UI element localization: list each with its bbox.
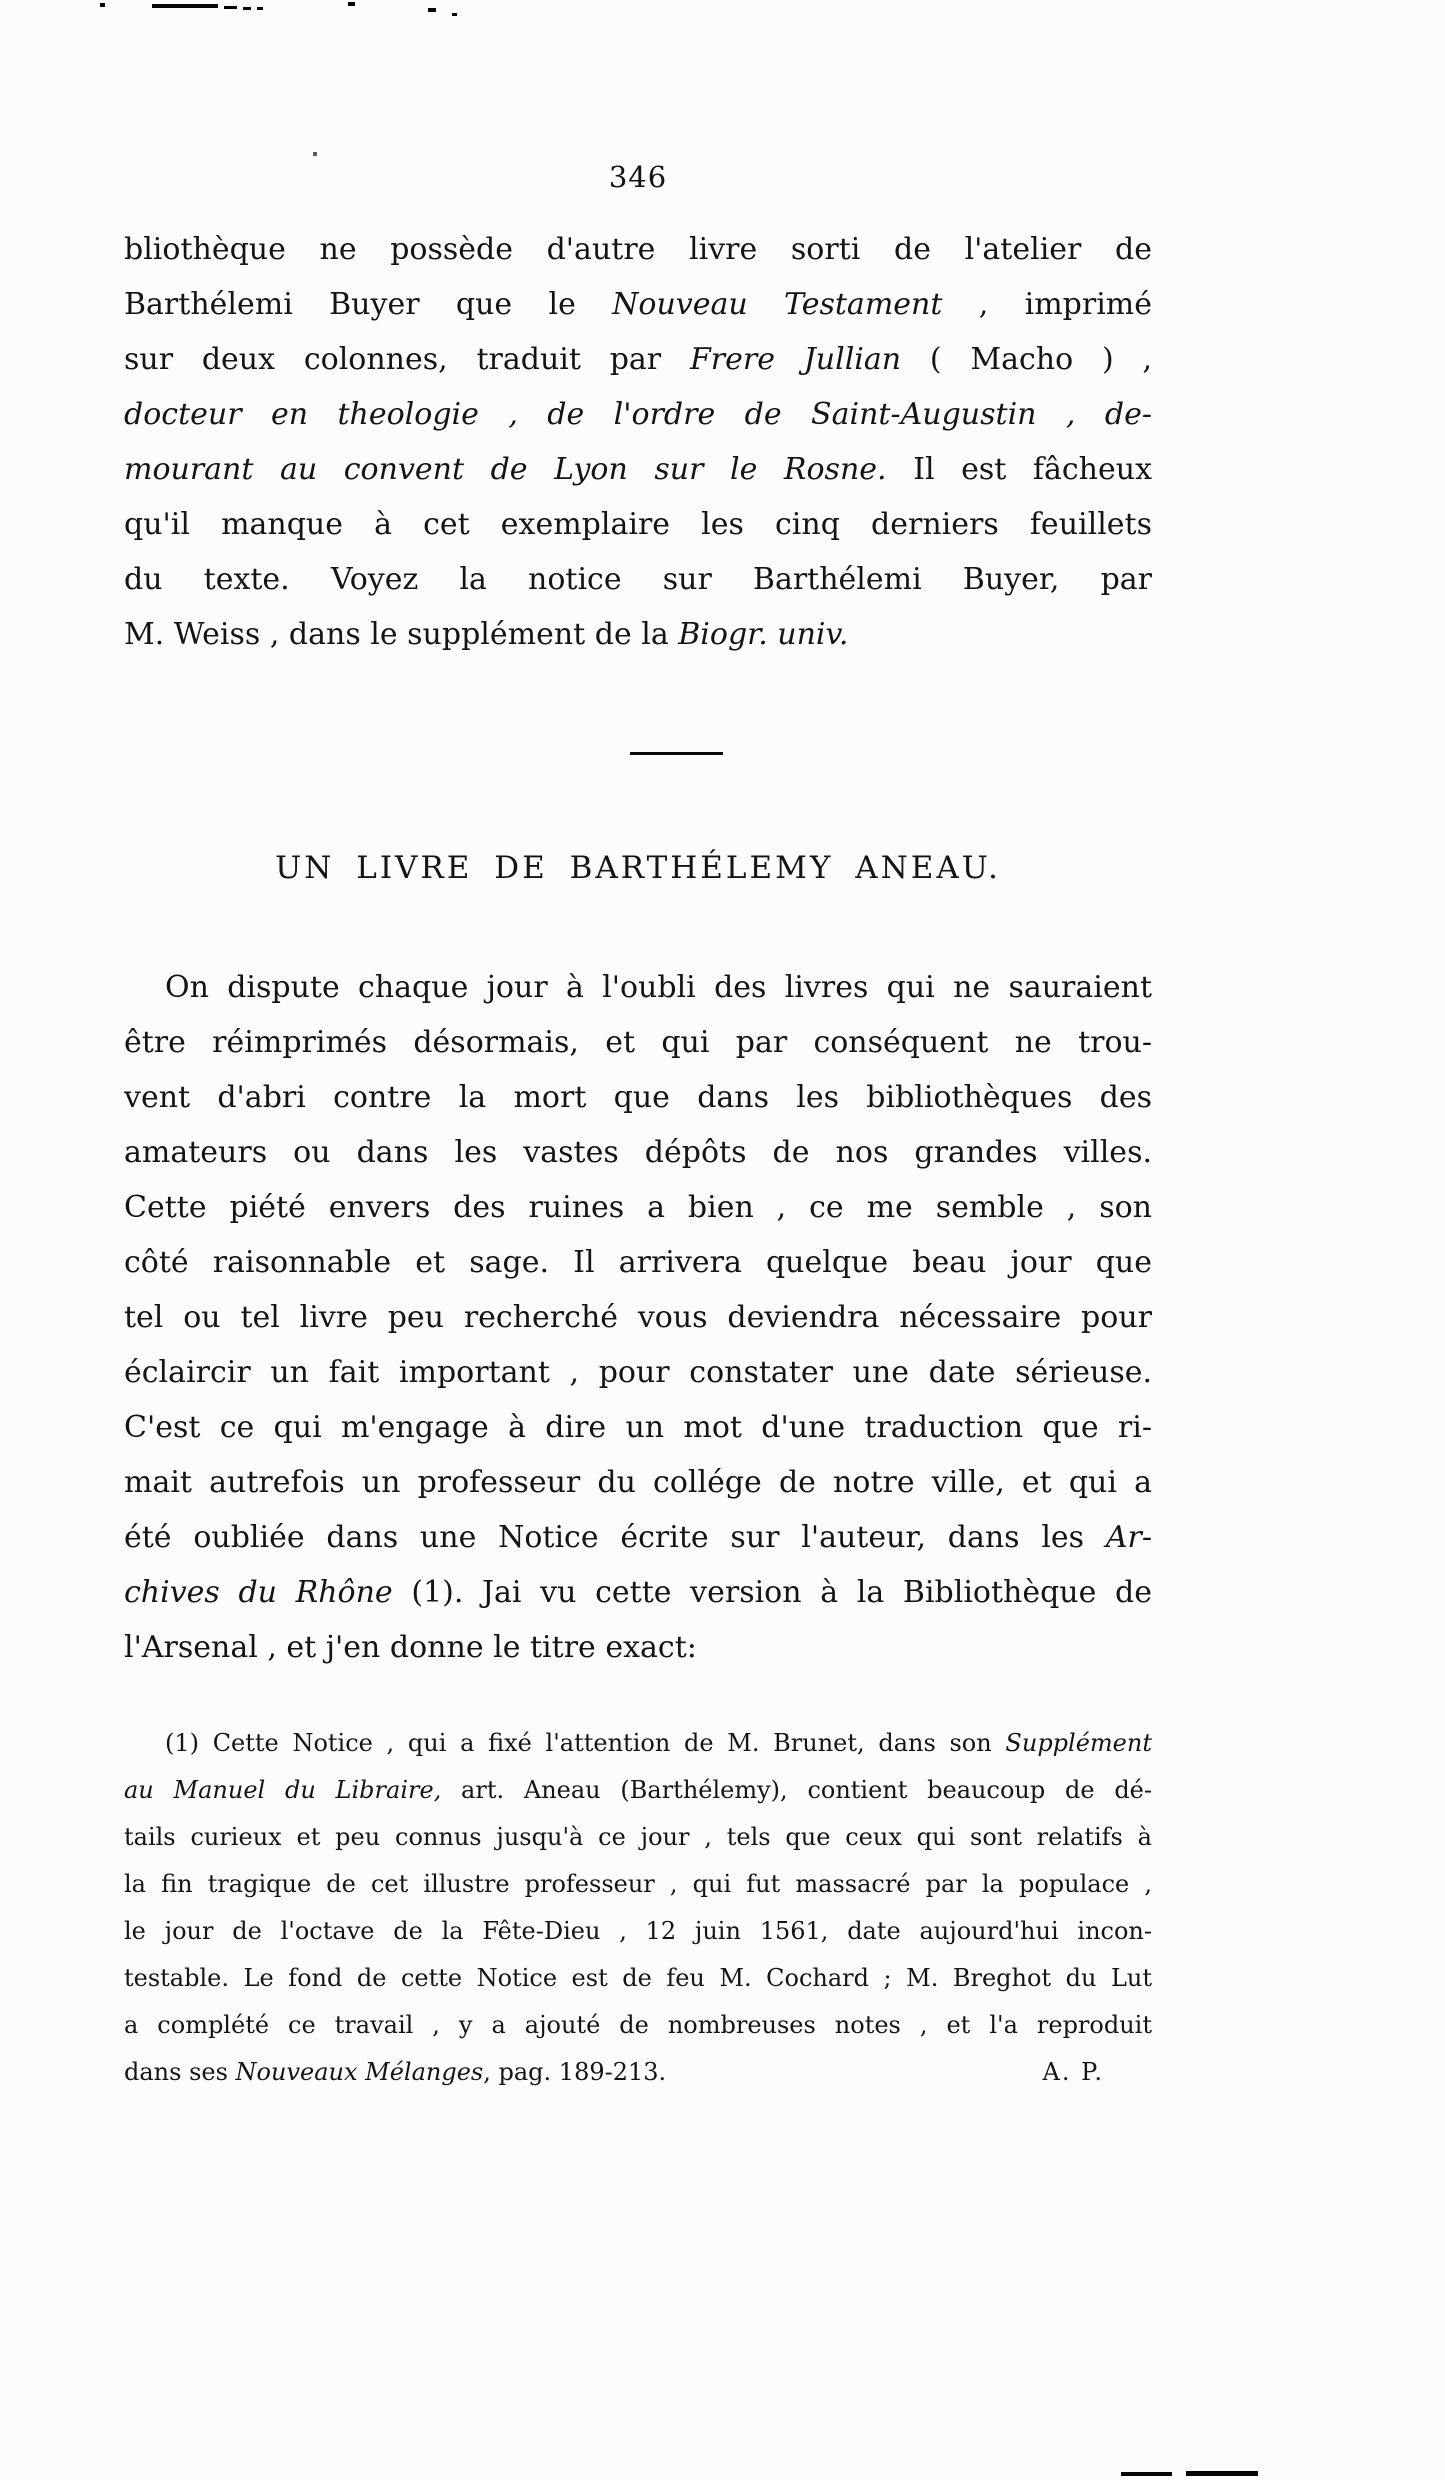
text-segment: tel ou tel livre peu recherché vous deviendra nécessaire pour [124,1300,1152,1335]
text-segment: bliothèque ne possède d'autre livre sorti de l'atelier de [124,232,1152,267]
scan-artifact-dot [348,2,355,6]
text-segment: éclaircir un fait important , pour constater une date sérieuse. [124,1355,1152,1390]
text-segment: la fin tragique de cet illustre professeur , qui fut massacré par la populace , [124,1870,1152,1898]
italic-text-segment: Nouveaux Mélanges [235,2058,484,2086]
text-line [124,1180,1152,1235]
text-line [124,1015,1152,1070]
scan-artifact-line [1186,2471,1258,2476]
text-segment: M. Weiss , dans le supplément de la [124,617,679,652]
text-line [124,497,1152,552]
scan-artifact-dot [428,8,436,12]
text-line [124,1290,1152,1345]
footnote-signature: A. P. [1042,2058,1104,2086]
text-segment: a complété ce travail , y a ajouté de nombreuses notes , et l'a reproduit [124,2011,1152,2039]
text-line [124,1125,1152,1180]
text-line [124,2049,1152,2096]
text-segment: être réimprimés désormais, et qui par conséquent ne trou- [124,1025,1152,1060]
text-segment: été oubliée dans une Notice écrite sur l'auteur, dans les [124,1520,1106,1555]
text-line [124,1620,1152,1675]
text-segment: vent d'abri contre la mort que dans les bibliothèques des [124,1080,1152,1115]
text-segment: (1) Cette Notice , qui a fixé l'attention de M. Brunet, dans son [165,1729,1006,1757]
scan-artifact-speck [313,152,317,156]
text-segment: l'Arsenal , et j'en donne le titre exact: [124,1630,697,1665]
section-divider-rule [630,752,723,755]
text-segment: , pag. 189-213. [483,2058,667,2086]
text-segment: sur deux colonnes, traduit par [124,342,690,377]
text-segment: , imprimé [942,287,1152,322]
text-segment: le jour de l'octave de la Fête-Dieu , 12 juin 1561, date aujourd'hui incon- [124,1917,1152,1945]
text-segment: Il est fâcheux [886,452,1152,487]
text-line [124,1455,1152,1510]
text-line [124,332,1152,387]
text-line [124,387,1152,442]
scan-artifact-dot [452,13,457,16]
italic-text-segment: Nouveau Testament [612,287,943,322]
italic-text-segment: chives du Rhône [124,1575,393,1610]
text-line [124,1908,1152,1955]
scan-artifact-dash [243,7,251,10]
text-segment: amateurs ou dans les vastes dépôts de nos grandes villes. [124,1135,1152,1170]
text-line [124,1814,1152,1861]
text-line [124,1070,1152,1125]
text-segment: tails curieux et peu connus jusqu'à ce jour , tels que ceux qui sont relatifs à [124,1823,1152,1851]
text-segment: côté raisonnable et sage. Il arrivera quelque beau jour que [124,1245,1152,1280]
text-segment: Cette piété envers des ruines a bien , ce me semble , son [124,1190,1152,1225]
text-segment: qu'il manque à cet exemplaire les cinq derniers feuillets [124,507,1152,542]
text-segment: On dispute chaque jour à l'oubli des livres qui ne sauraient [165,970,1152,1005]
italic-text-segment: au Manuel du Libraire, [124,1776,442,1804]
text-segment: (1). Jai vu cette version à la Bibliothèque de [392,1575,1152,1610]
text-line [124,1235,1152,1290]
text-line [124,1565,1152,1620]
text-line [124,1345,1152,1400]
scan-artifact-dot [100,3,105,7]
text-segment: testable. Le fond de cette Notice est de feu M. Cochard ; M. Breghot du Lut [124,1964,1152,1992]
text-line [124,1720,1152,1767]
italic-text-segment: Ar- [1105,1520,1152,1555]
text-line [124,277,1152,332]
text-segment: mait autrefois un professeur du collége de notre ville, et qui a [124,1465,1152,1500]
text-line [124,552,1152,607]
text-segment: du texte. Voyez la notice sur Barthélemi Buyer, par [124,562,1152,597]
main-paragraph [124,960,1152,1675]
italic-text-segment: Frere Jullian [689,342,902,377]
italic-text-segment: Supplément [1005,1729,1152,1757]
scan-artifact-dash [224,6,237,9]
text-line [124,607,1152,662]
footnote [124,1720,1152,2096]
page-number: 346 [608,160,668,194]
text-segment: art. Aneau (Barthélemy), contient beaucoup de dé- [441,1776,1152,1804]
scan-artifact-line [1121,2472,1172,2476]
italic-text-segment: docteur en theologie , de l'ordre de Saint-Augustin , de- [124,397,1152,432]
text-line [124,1400,1152,1455]
text-line [124,1767,1152,1814]
text-line [124,2002,1152,2049]
scan-artifact-dash [152,4,218,8]
continued-paragraph [124,222,1152,662]
italic-text-segment: Biogr. univ. [678,617,849,652]
text-segment: dans ses [124,2058,236,2086]
italic-text-segment: mourant au convent de Lyon sur le Rosne. [124,452,887,487]
text-line [124,1510,1152,1565]
text-line [124,1861,1152,1908]
section-heading: UN LIVRE DE BARTHÉLEMY ANEAU. [275,850,1001,886]
text-line [124,960,1152,1015]
text-segment: Barthélemi Buyer que le [124,287,613,322]
text-line [124,222,1152,277]
text-segment: ( Macho ) , [901,342,1152,377]
text-line [124,442,1152,497]
text-line [124,1955,1152,2002]
text-segment: C'est ce qui m'engage à dire un mot d'une traduction que ri- [124,1410,1152,1445]
scan-artifact-dash [257,7,263,10]
